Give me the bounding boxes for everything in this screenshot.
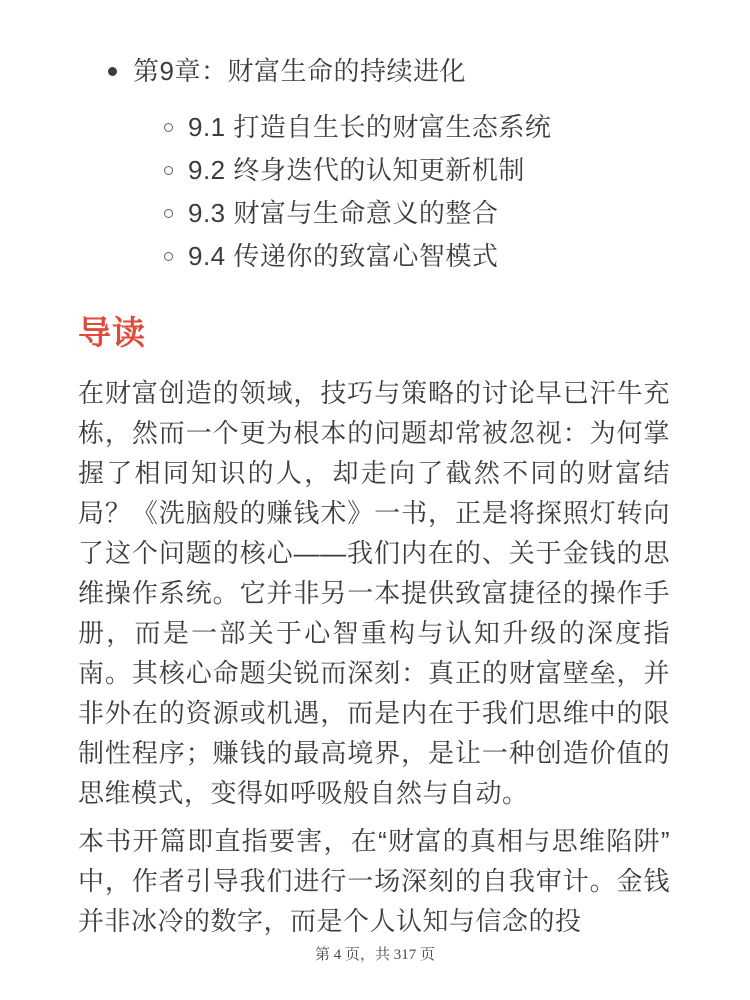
toc-section-label: 9.3 财富与生命意义的整合: [188, 198, 499, 228]
page-footer: [0, 945, 750, 965]
section-heading: 导读: [78, 314, 146, 351]
page-indicator: 第 4 页，共 317 页: [314, 947, 435, 963]
toc-chapter-label: 第9章：财富生命的持续进化: [133, 56, 466, 86]
toc-section-item: [78, 106, 670, 149]
table-of-contents: [78, 50, 670, 278]
bullet-circle-icon: [164, 123, 173, 132]
toc-section-list: [78, 106, 670, 278]
bullet-disc-icon: [108, 67, 117, 76]
bullet-circle-icon: [164, 252, 173, 261]
toc-section-item: [78, 235, 670, 278]
intro-paragraph: 在财富创造的领域，技巧与策略的讨论早已汗牛充栋，然而一个更为根本的问题却常被忽视：为何掌握了相同知识的人，却走向了截然不同的财富结局？《洗脑般的赚钱术》一书，正是将探照灯转向了这个问题的核心——我们内在的、关于金钱的思维操作系统。它并非另一本提供致富捷径的操作手册，而是一部关于心智重构与认知升级的深度指南。其核心命题尖锐而深刻：真正的财富壁垒，并非外在的资源或机遇，而是内在于我们思维中的限制性程序；赚钱的最高境界，是让一种创造价值的思维模式，变得如呼吸般自然与自动。: [78, 378, 670, 808]
toc-chapter-item: [78, 50, 670, 93]
toc-section-label: 9.1 打造自生长的财富生态系统: [188, 112, 552, 142]
intro-paragraph: 本书开篇即直指要害，在“财富的真相与思维陷阱”中，作者引导我们进行一场深刻的自我审计。金钱并非冰冷的数字，而是个人认知与信念的投: [78, 826, 670, 936]
toc-section-item: [78, 149, 670, 192]
toc-section-label: 9.4 传递你的致富心智模式: [188, 241, 499, 271]
toc-section-label: 9.2 终身迭代的认知更新机制: [188, 155, 525, 185]
toc-section-item: [78, 192, 670, 235]
bullet-circle-icon: [164, 166, 173, 175]
bullet-circle-icon: [164, 209, 173, 218]
